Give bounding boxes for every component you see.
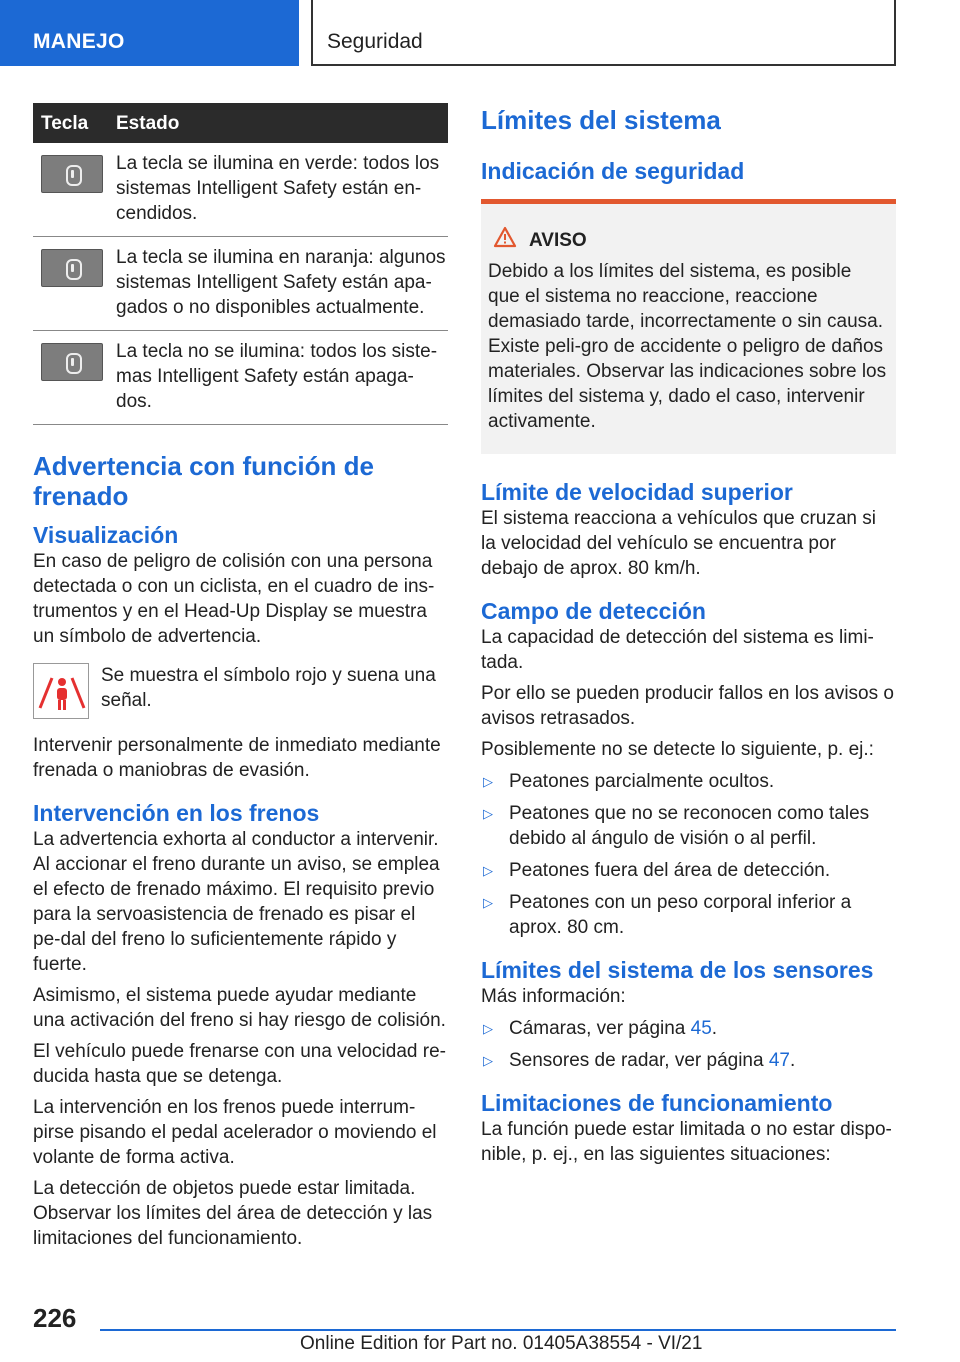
safety-key-icon: [41, 343, 103, 381]
safety-key-icon: [41, 155, 103, 193]
paragraph-intervene: Intervenir personalmente de inmediato mediante frenada o maniobras de evasión.: [33, 735, 441, 781]
table-row: [33, 331, 448, 425]
list-item: ▷ Peatones parcialmente ocultos.: [483, 771, 775, 792]
table-header-state: Estado: [116, 112, 180, 134]
notice-text: Debido a los límites del sistema, es posible que el sistema no reaccione, reaccione demasiado tarde, incorrectamente o sin causa. Existe peli-gro de accidente o peligro de daños materiales. Observar las indicaciones sobre los límites del sistema y, dado el caso, intervenir activamente.: [488, 261, 887, 432]
page-number: 226: [33, 1303, 77, 1333]
header-section-label: MANEJO: [33, 30, 125, 53]
table-row: [33, 143, 448, 237]
header-section: [0, 0, 299, 66]
list-item: ▷ Peatones con un peso corporal inferior a aprox. 80 cm.: [483, 892, 852, 938]
heading-function-limits: Limitaciones de funcionamiento: [481, 1090, 833, 1116]
paragraph-field-2: Por ello se pueden producir fallos en los avisos o avisos retrasados.: [481, 683, 894, 729]
paragraph-display: En caso de peligro de colisión con una persona detectada o con un ciclista, en el cuadro de ins-trumentos y en el Head-Up Display se muestra un símbolo de advertencia.: [33, 551, 435, 647]
paragraph-field-3: Posiblemente no se detecte lo siguiente, p. ej.:: [481, 739, 874, 760]
paragraph-speed: El sistema reacciona a vehículos que cruzan si la velocidad del vehículo se encuentra por debajo de aprox. 80 km/h.: [481, 508, 876, 579]
table-header-key: Tecla: [41, 112, 89, 134]
triangle-bullet-icon: ▷: [483, 1021, 493, 1036]
left-column: [33, 103, 448, 1251]
paragraph-brakes-3: El vehículo puede frenarse con una velocidad re-ducida hasta que se detenga.: [33, 1041, 446, 1087]
heading-safety-note: Indicación de seguridad: [481, 158, 745, 184]
paragraph-brakes-4: La intervención en los frenos puede interrum-pirse pisando el pedal acelerador o moviendo el volante de forma activa.: [33, 1097, 437, 1168]
paragraph-brakes-2: Asimismo, el sistema puede ayudar mediante una activación del freno si hay riesgo de colisión.: [33, 985, 446, 1031]
heading-speed-limit: Límite de velocidad superior: [481, 479, 793, 505]
field-list: [481, 769, 896, 940]
triangle-bullet-icon: ▷: [483, 863, 493, 878]
footer-divider: [100, 1329, 896, 1331]
triangle-bullet-icon: ▷: [483, 895, 493, 910]
header-chapter-label: Seguridad: [327, 30, 423, 53]
paragraph-sensors: Más información:: [481, 986, 626, 1007]
notice-title: AVISO: [529, 230, 587, 251]
safety-notice: [481, 199, 896, 454]
heading-display: Visualización: [33, 522, 179, 548]
triangle-bullet-icon: ▷: [483, 774, 493, 789]
list-item: ▷ Peatones que no se reconocen como tales debido al ángulo de visión o al perfil.: [483, 803, 870, 849]
table-cell-state: La tecla se ilumina en naranja: algunos sistemas Intelligent Safety están apa-gados o no disponibles actualmente.: [116, 247, 446, 318]
list-item: ▷ Cámaras, ver página 45.: [483, 1018, 718, 1039]
triangle-bullet-icon: ▷: [483, 806, 493, 821]
paragraph-field-1: La capacidad de detección del sistema es limi-tada.: [481, 627, 874, 673]
heading-system-limits: Límites del sistema: [481, 105, 721, 135]
safety-key-icon: [41, 249, 103, 287]
page-link-cameras[interactable]: 45: [690, 1018, 712, 1039]
warning-triangle-icon: [493, 226, 517, 255]
triangle-bullet-icon: ▷: [483, 1053, 493, 1068]
page-link-radar[interactable]: 47: [768, 1050, 790, 1071]
heading-brakes: Intervención en los frenos: [33, 800, 320, 826]
list-item: ▷ Sensores de radar, ver página 47.: [483, 1050, 796, 1071]
paragraph-brakes-5: La detección de objetos puede estar limitada. Observar los límites del área de detección y las limitaciones del funcionamiento.: [33, 1178, 433, 1249]
table-header: [33, 103, 448, 143]
warning-symbol-row: [33, 663, 448, 719]
heading-warning-braking: Advertencia con función de frenado: [33, 451, 374, 511]
table-cell-state: La tecla no se ilumina: todos los siste-mas Intelligent Safety están apaga-dos.: [116, 341, 438, 412]
paragraph-brakes-1: La advertencia exhorta al conductor a intervenir. Al accionar el freno durante un aviso, se emplea el efecto de frenado máximo. El requisito previo para la servoasistencia de frenado es pisar el pe-dal del freno lo suficientemente rápido y fuerte.: [33, 829, 440, 975]
right-column: [481, 103, 896, 1167]
heading-detection-field: Campo de detección: [481, 598, 706, 624]
heading-sensor-limits: Límites del sistema de los sensores: [481, 957, 874, 983]
table-row: [33, 237, 448, 331]
table-cell-state: La tecla se ilumina en verde: todos los sistemas Intelligent Safety están en-cendidos.: [116, 153, 440, 224]
sensor-list: [481, 1016, 896, 1073]
header-chapter: [311, 0, 896, 66]
paragraph-function: La función puede estar limitada o no estar dispo-nible, p. ej., en las siguientes situaciones:: [481, 1119, 892, 1165]
pedestrian-warning-icon: [33, 663, 89, 719]
list-item: ▷ Peatones fuera del área de detección.: [483, 860, 831, 881]
footer-edition: Online Edition for Part no. 01405A38554 - VI/21: [300, 1333, 703, 1354]
paragraph-symbol: Se muestra el símbolo rojo y suena una señal.: [101, 665, 436, 711]
